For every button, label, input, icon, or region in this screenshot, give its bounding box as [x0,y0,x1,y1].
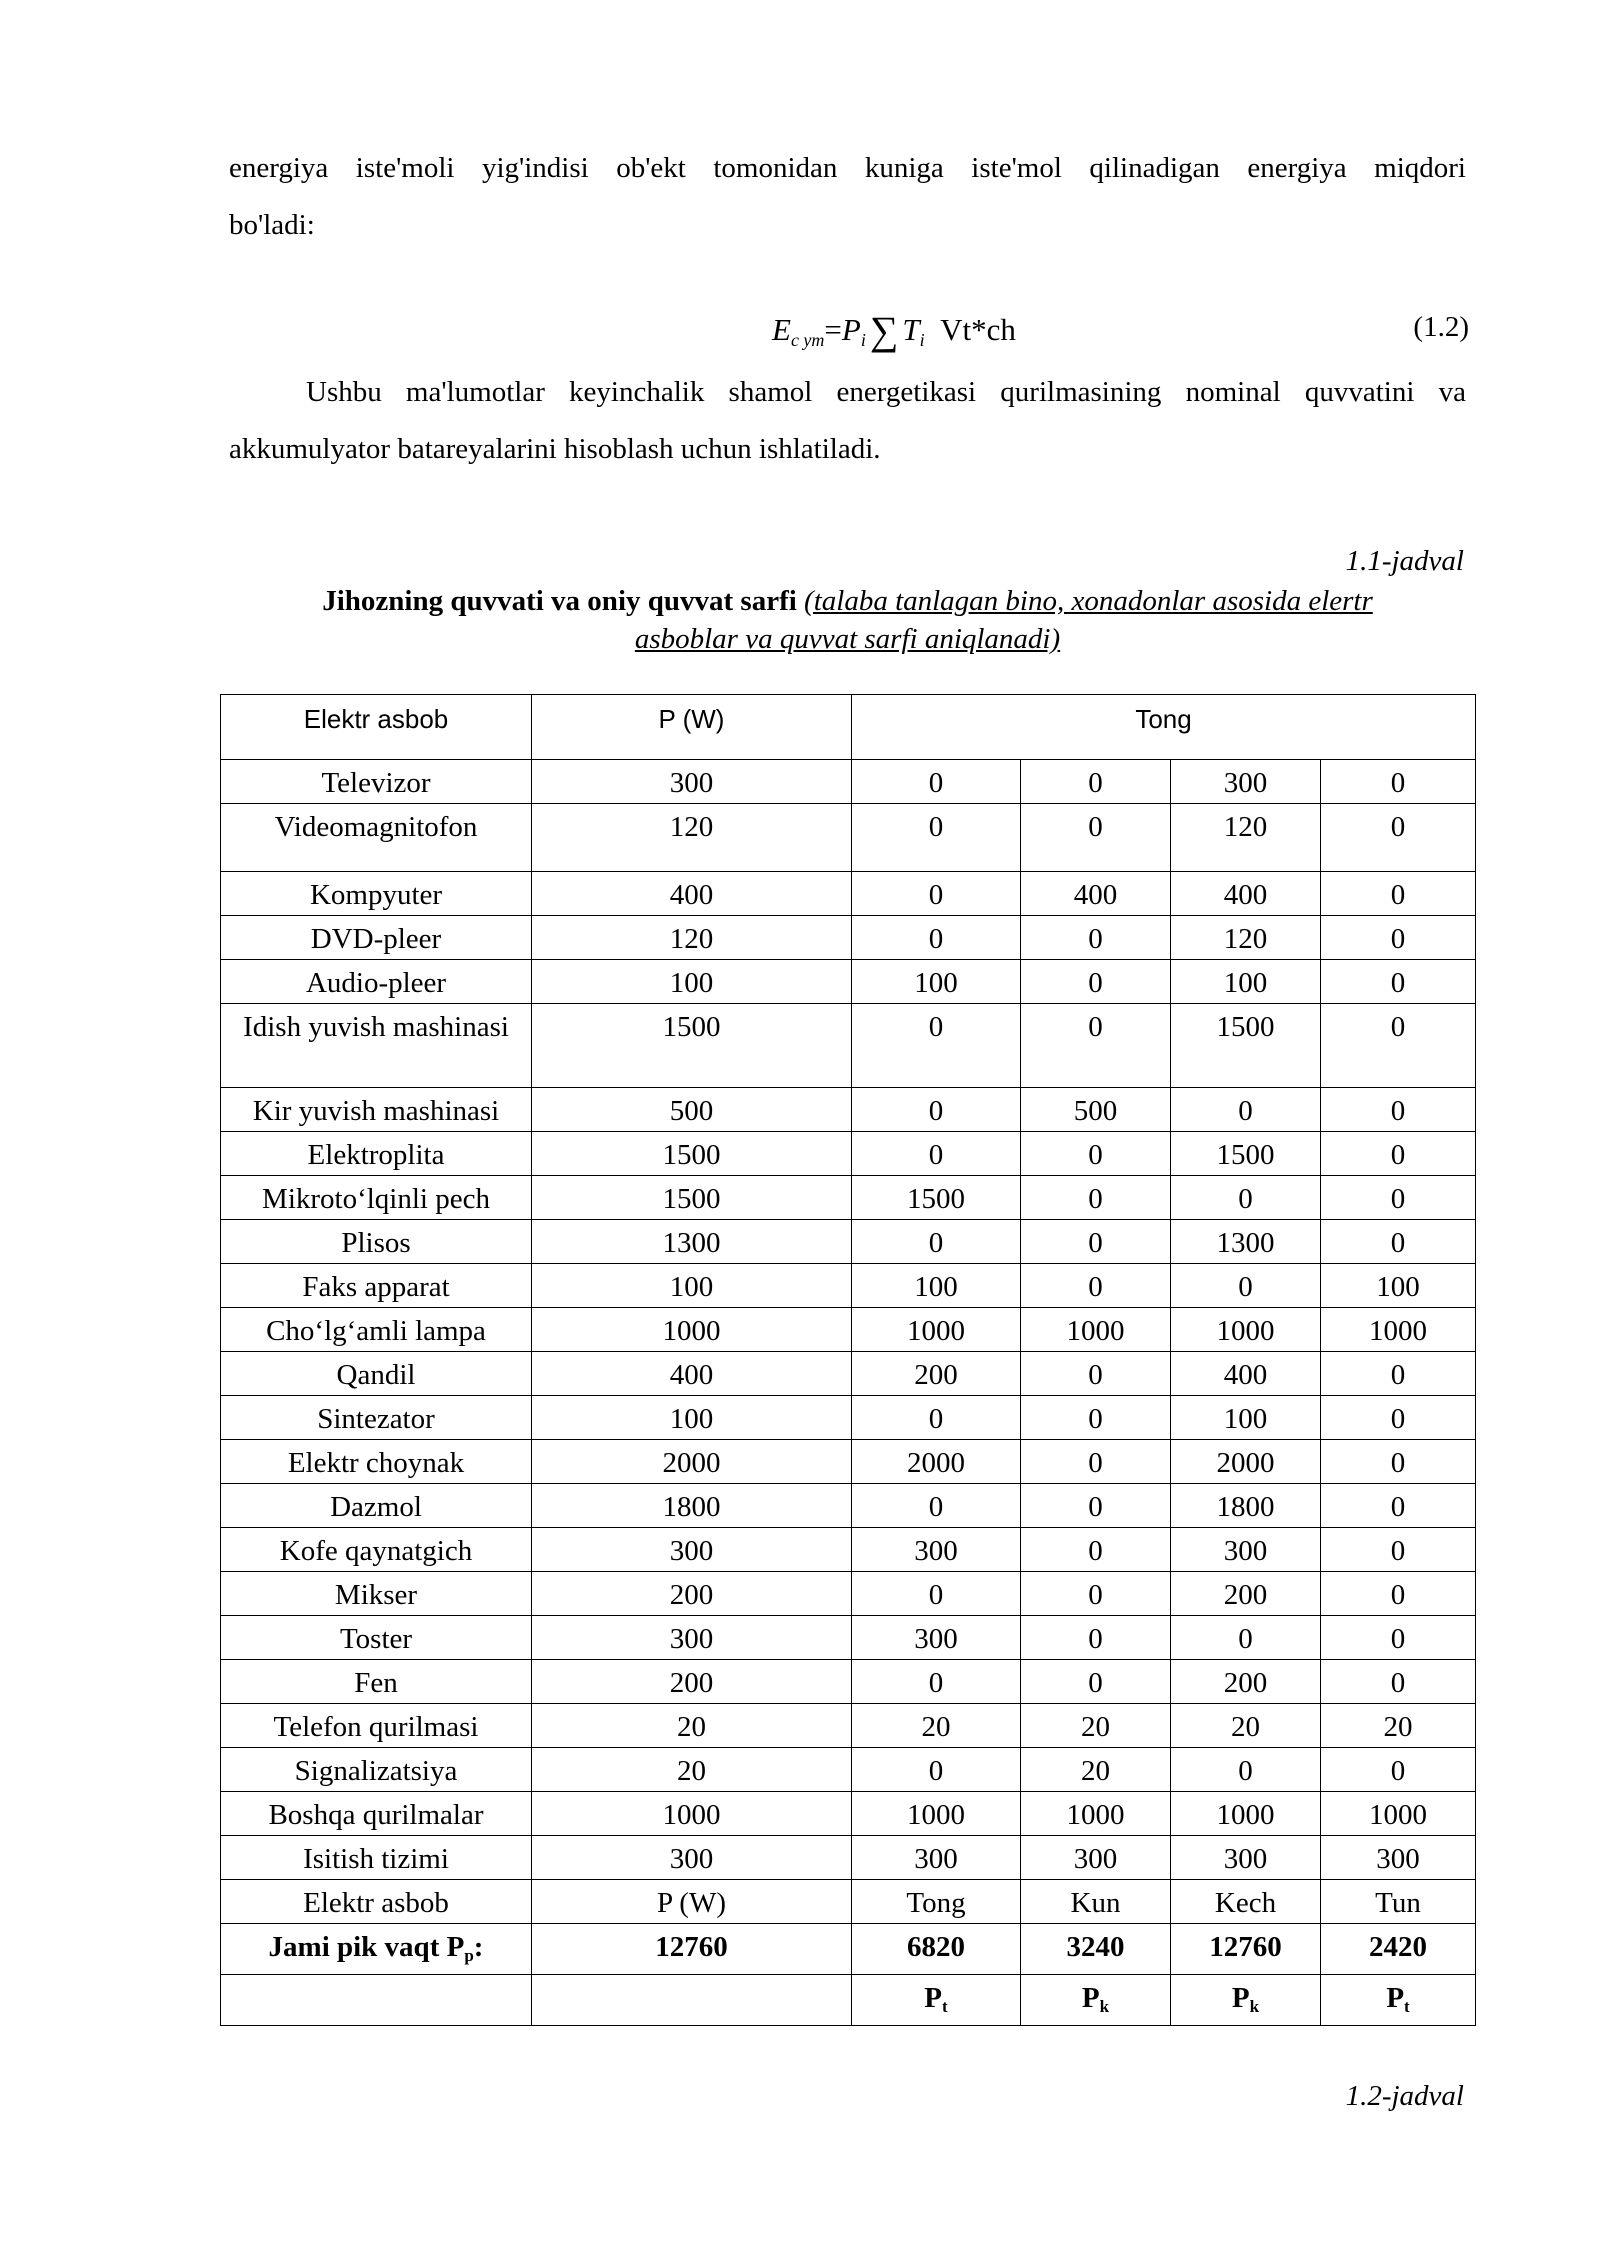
value-cell: 0 [1321,1396,1476,1440]
intro-line-2: bo'ladi: [229,209,315,241]
value-cell: 1000 [852,1308,1021,1352]
formula-p-subscript: i [860,330,866,350]
value-cell: 0 [852,916,1021,960]
value-cell: 1500 [532,1132,852,1176]
device-name-cell: Televizor [221,760,532,804]
table-row [221,1836,1476,1880]
value-cell: 300 [532,760,852,804]
power-symbol-cell [852,1975,1021,2026]
value-cell: 0 [852,804,1021,872]
table-1-note-1: (talaba tanlagan bino, xonadonlar asosida elertr [804,585,1373,617]
value-cell: 120 [1171,804,1321,872]
value-cell: 0 [1321,1748,1476,1792]
value-cell: 0 [852,760,1021,804]
equation-number: (1.2) [1413,311,1469,343]
value-cell: 300 [532,1528,852,1572]
table-row [221,1264,1476,1308]
value-cell: 200 [852,1352,1021,1396]
value-cell: 1000 [532,1308,852,1352]
device-name-cell: Boshqa qurilmalar [221,1792,532,1836]
table-row [221,872,1476,916]
value-cell: 300 [1021,1836,1171,1880]
device-name-cell: Plisos [221,1220,532,1264]
table-row [221,1528,1476,1572]
value-cell: 0 [1021,1528,1171,1572]
value-cell: 1500 [1171,1004,1321,1088]
table-row [221,1396,1476,1440]
header-device: Elektr asbob [221,695,532,760]
value-cell: 300 [532,1836,852,1880]
device-name-cell: Isitish tizimi [221,1836,532,1880]
value-cell: 0 [852,1572,1021,1616]
value-cell: P (W) [532,1880,852,1924]
power-symbol-subscript: t [942,1997,948,2016]
value-cell: 0 [1321,1528,1476,1572]
device-name-cell: Elektroplita [221,1132,532,1176]
intro-line-1: energiya iste'moli yig'indisi ob'ekt tomonidan kuniga iste'mol qilinadigan energiya miqdori [229,152,1466,184]
formula-p: P [841,312,861,347]
value-cell: 20 [1021,1704,1171,1748]
device-name-cell: Elektr choynak [221,1440,532,1484]
table-row [221,1176,1476,1220]
value-cell: 0 [1171,1088,1321,1132]
value-cell: 20 [1321,1704,1476,1748]
value-cell: 0 [852,1396,1021,1440]
device-name-cell: Elektr asbob [221,1880,532,1924]
power-symbol-subscript: k [1249,1997,1260,2016]
value-cell: 0 [1321,1352,1476,1396]
value-cell: 0 [852,1004,1021,1088]
table-row [221,1440,1476,1484]
value-cell: 0 [1021,960,1171,1004]
value-cell: 100 [532,1264,852,1308]
value-cell: 0 [1021,760,1171,804]
value-cell: 0 [1021,1660,1171,1704]
value-cell: 300 [532,1616,852,1660]
value-cell: 1800 [532,1484,852,1528]
table-row [221,1660,1476,1704]
value-cell: 0 [1021,1176,1171,1220]
value-cell: 0 [1321,760,1476,804]
value-cell: 1800 [1171,1484,1321,1528]
value-cell: 1000 [1321,1308,1476,1352]
value-cell: 0 [852,1484,1021,1528]
power-symbol-cell [1021,1975,1171,2026]
header-power: P (W) [532,695,852,760]
value-cell: 2000 [532,1440,852,1484]
device-name-cell: Dazmol [221,1484,532,1528]
value-cell: 1300 [1171,1220,1321,1264]
total-label-cell [221,1924,532,1975]
value-cell: 1000 [1021,1308,1171,1352]
value-cell: 1500 [1171,1132,1321,1176]
value-cell: 0 [1321,1220,1476,1264]
formula-equals: = [824,312,842,347]
value-cell: 400 [1021,872,1171,916]
value-cell: 120 [532,804,852,872]
device-name-cell: Kofe qaynatgich [221,1528,532,1572]
value-cell: 1500 [852,1176,1021,1220]
value-cell: 0 [852,1088,1021,1132]
total-value-cell: 6820 [852,1924,1021,1975]
device-name-cell: Signalizatsiya [221,1748,532,1792]
table-row [221,1004,1476,1088]
device-name-cell: Mikser [221,1572,532,1616]
table-1-caption [229,582,1466,658]
value-cell: 400 [532,1352,852,1396]
value-cell: 300 [852,1616,1021,1660]
value-cell: 0 [1171,1176,1321,1220]
value-cell: 1000 [1171,1792,1321,1836]
value-cell: 300 [852,1528,1021,1572]
value-cell: 300 [1171,1836,1321,1880]
value-cell: 100 [532,960,852,1004]
value-cell: 100 [852,960,1021,1004]
value-cell: 0 [1321,1484,1476,1528]
table-row [221,804,1476,872]
value-cell: 0 [1321,1132,1476,1176]
power-symbol: P [1081,1982,1100,2014]
power-symbol-subscript: k [1099,1997,1110,2016]
table-row [221,1484,1476,1528]
value-cell: 0 [852,872,1021,916]
formula-e: E [772,312,791,347]
value-cell: 1000 [1321,1792,1476,1836]
power-symbol: P [1386,1982,1405,2014]
value-cell: 0 [1321,960,1476,1004]
value-cell: 1500 [532,1176,852,1220]
symbol-row [221,1975,1476,2026]
value-cell: 0 [1021,1484,1171,1528]
power-symbol: P [924,1982,943,2014]
energy-formula [772,307,1016,354]
total-label-colon: : [473,1931,484,1963]
total-value-cell: 12760 [532,1924,852,1975]
value-cell: 400 [1171,872,1321,916]
value-cell: 100 [1321,1264,1476,1308]
second-paragraph-line-1: Ushbu ma'lumotlar keyinchalik shamol energetikasi qurilmasining nominal quvvatini va [306,376,1466,408]
table-1-label: 1.1-jadval [1345,545,1464,577]
value-cell: 0 [1021,804,1171,872]
power-symbol-cell [1321,1975,1476,2026]
value-cell: Tun [1321,1880,1476,1924]
value-cell: 100 [1171,960,1321,1004]
value-cell: Tong [852,1880,1021,1924]
table-row [221,1220,1476,1264]
sigma-symbol: ∑ [869,308,899,353]
value-cell: 20 [532,1748,852,1792]
value-cell: 2000 [852,1440,1021,1484]
device-name-cell: Fen [221,1660,532,1704]
table-row [221,1308,1476,1352]
device-name-cell: Kir yuvish mashinasi [221,1088,532,1132]
total-label: Jami pik vaqt P [268,1931,465,1963]
table-row [221,1352,1476,1396]
table-2-label: 1.2-jadval [1345,2080,1464,2112]
value-cell: Kech [1171,1880,1321,1924]
value-cell: 120 [532,916,852,960]
value-cell: 100 [852,1264,1021,1308]
value-cell: 300 [1321,1836,1476,1880]
value-cell: 200 [1171,1660,1321,1704]
power-symbol-subscript: t [1404,1997,1410,2016]
value-cell: 0 [1321,1660,1476,1704]
power-consumption-table [220,694,1476,2026]
device-name-cell: Audio-pleer [221,960,532,1004]
value-cell: 0 [852,1748,1021,1792]
value-cell: 200 [1171,1572,1321,1616]
table-row [221,1132,1476,1176]
value-cell: 0 [1171,1264,1321,1308]
value-cell: 0 [1321,916,1476,960]
device-name-cell: Videomagnitofon [221,804,532,872]
value-cell: 20 [1021,1748,1171,1792]
table-row [221,1792,1476,1836]
device-name-cell: Mikroto‘lqinli pech [221,1176,532,1220]
total-value-cell: 2420 [1321,1924,1476,1975]
value-cell: 0 [1321,1088,1476,1132]
device-name-cell: DVD-pleer [221,916,532,960]
value-cell: 0 [852,1132,1021,1176]
value-cell: 0 [1321,1440,1476,1484]
device-name-cell: Kompyuter [221,872,532,916]
table-row [221,960,1476,1004]
power-symbol-cell [1171,1975,1321,2026]
value-cell: 200 [532,1660,852,1704]
value-cell: 20 [852,1704,1021,1748]
total-value-cell: 12760 [1171,1924,1321,1975]
table-1-note-2: asboblar va quvvat sarfi aniqlanadi) [634,623,1061,655]
formula-e-subscript: c ym [790,330,825,350]
device-name-cell: Cho‘lg‘amli lampa [221,1308,532,1352]
device-name-cell: Qandil [221,1352,532,1396]
second-paragraph-line-2: akkumulyator batareyalarini hisoblash uchun ishlatiladi. [229,433,881,465]
value-cell: 300 [1171,1528,1321,1572]
value-cell: 0 [1321,1616,1476,1660]
value-cell: 0 [1021,1396,1171,1440]
value-cell: 0 [1321,1004,1476,1088]
table-1-title: Jihozning quvvati va oniy quvvat sarfi [322,585,797,617]
empty-cell [221,1975,532,2026]
value-cell: 500 [1021,1088,1171,1132]
header-period: Tong [852,695,1476,760]
value-cell: 0 [1171,1616,1321,1660]
empty-cell [532,1975,852,2026]
value-cell: 300 [1171,760,1321,804]
value-cell: 0 [1321,804,1476,872]
value-cell: 120 [1171,916,1321,960]
table-row [221,1880,1476,1924]
value-cell: 0 [1171,1748,1321,1792]
table-header-row [221,695,1476,760]
table-row [221,1088,1476,1132]
value-cell: 0 [1021,1352,1171,1396]
value-cell: 2000 [1171,1440,1321,1484]
value-cell: 0 [1021,1132,1171,1176]
value-cell: 0 [1021,1220,1171,1264]
table-row [221,760,1476,804]
value-cell: 0 [852,1220,1021,1264]
value-cell: 20 [532,1704,852,1748]
value-cell: 0 [1021,1572,1171,1616]
device-name-cell: Faks apparat [221,1264,532,1308]
value-cell: 0 [1021,1264,1171,1308]
power-symbol: P [1231,1982,1250,2014]
total-row [221,1924,1476,1975]
device-name-cell: Toster [221,1616,532,1660]
value-cell: 0 [1021,1004,1171,1088]
formula-unit: Vt*ch [940,312,1016,347]
total-label-subscript: p [464,1946,474,1965]
device-name-cell: Telefon qurilmasi [221,1704,532,1748]
value-cell: 1000 [1171,1308,1321,1352]
value-cell: 0 [852,1660,1021,1704]
table-row [221,1748,1476,1792]
value-cell: 0 [1321,872,1476,916]
table-row [221,1572,1476,1616]
value-cell: 1000 [532,1792,852,1836]
value-cell: 0 [1321,1572,1476,1616]
formula-t-subscript: i [919,330,925,350]
value-cell: 1000 [1021,1792,1171,1836]
device-name-cell: Idish yuvish mashinasi [221,1004,532,1088]
value-cell: 300 [852,1836,1021,1880]
value-cell: 0 [1321,1176,1476,1220]
value-cell: 1000 [852,1792,1021,1836]
value-cell: 400 [1171,1352,1321,1396]
value-cell: 1500 [532,1004,852,1088]
value-cell: 400 [532,872,852,916]
table-row [221,916,1476,960]
value-cell: 1300 [532,1220,852,1264]
device-name-cell: Sintezator [221,1396,532,1440]
second-paragraph [229,364,1466,478]
value-cell: Kun [1021,1880,1171,1924]
value-cell: 200 [532,1572,852,1616]
value-cell: 0 [1021,1440,1171,1484]
table-row [221,1616,1476,1660]
value-cell: 0 [1021,1616,1171,1660]
table-row [221,1704,1476,1748]
value-cell: 0 [1021,916,1171,960]
formula-t: T [902,312,920,347]
value-cell: 100 [532,1396,852,1440]
total-value-cell: 3240 [1021,1924,1171,1975]
value-cell: 500 [532,1088,852,1132]
value-cell: 100 [1171,1396,1321,1440]
value-cell: 20 [1171,1704,1321,1748]
intro-paragraph [229,140,1466,254]
